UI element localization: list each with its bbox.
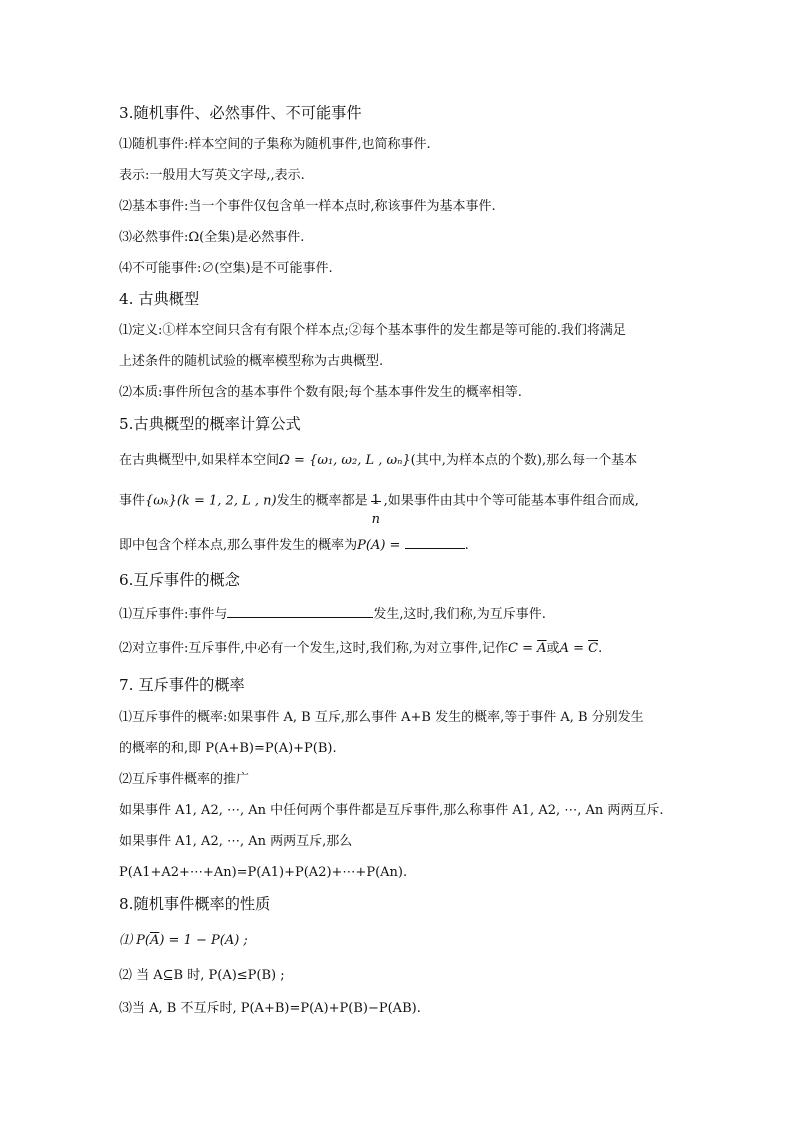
fraction-denominator: n	[371, 512, 380, 527]
fill-in-blank[interactable]	[227, 604, 373, 618]
basic-event-definition: ⑵基本事件:当一个事件仅包含单一样本点时,称该事件为基本事件.	[119, 199, 496, 214]
addition-formula: P(A1+A2+⋯+An)=P(A1)+P(A2)+⋯+P(An).	[119, 865, 408, 880]
section-5-heading: 5.古典概型的概率计算公式	[119, 415, 301, 433]
definition-text: 发生,这时,我们称,为互斥事件.	[373, 607, 546, 622]
general-addition-property: ⑶当 A, B 不互斥时, P(A+B)=P(A)+P(B)−P(AB).	[119, 1001, 421, 1016]
formula-text: 即中包含个样本点,那么事件发生的概率为	[119, 538, 358, 553]
formula-text: (其中,为样本点的个数),那么每一个基本	[410, 453, 638, 468]
complementary-event-definition	[119, 640, 602, 657]
section-6-heading: 6.互斥事件的概念	[119, 571, 240, 589]
generalization-heading: ⑵互斥事件概率的推广	[119, 772, 250, 787]
certain-event-definition: ⑶必然事件:Ω(全集)是必然事件.	[119, 230, 305, 245]
sentence-end: .	[464, 538, 469, 553]
classical-model-definition-line1: ⑴定义:①样本空间只含有有限个样本点;②每个基本事件的发生都是等可能的.我们将满足	[119, 323, 626, 338]
complement-property	[119, 932, 248, 949]
formula-c-lhs: C =	[508, 641, 538, 656]
formula-text: 在古典概型中,如果样本空间	[119, 453, 280, 468]
impossible-event-definition: ⑷不可能事件:∅(空集)是不可能事件.	[119, 261, 333, 276]
section-3-heading: 3.随机事件、必然事件、不可能事件	[119, 104, 362, 122]
pairwise-exclusive-definition: 如果事件 A1, A2, ⋯, An 中任何两个事件都是互斥事件,那么称事件 A1, A2, ⋯, An 两两互斥.	[119, 803, 664, 818]
formula-a-bar: $\overline{A}$	[149, 933, 160, 948]
one-over-n-fraction	[371, 484, 381, 527]
section-8-heading: 8.随机事件概率的性质	[119, 895, 271, 913]
event-notation: 表示:一般用大写英文字母,,表示.	[119, 168, 305, 183]
formula-a-bar: $\overline{A}$	[537, 641, 547, 656]
fraction-numerator: 1	[371, 493, 380, 508]
definition-text: ⑵对立事件:互斥事件,中必有一个发生,这时,我们称,为对立事件,记作	[119, 641, 509, 656]
formula-text: 事件	[119, 493, 146, 509]
formula-a-lhs: A =	[559, 641, 589, 656]
basic-event-symbol: {ωₖ}	[145, 493, 177, 509]
formula-line-1	[119, 452, 637, 469]
formula-text: 发生的概率都是	[276, 493, 368, 509]
index-range: (k = 1, 2, L , n)	[176, 493, 277, 509]
classical-model-essence: ⑵本质:事件所包含的基本事件个数有限;每个基本事件发生的概率相等.	[119, 385, 522, 400]
subset-property: ⑵ 当 A⊆B 时, P(A)≤P(B) ;	[119, 968, 285, 983]
formula-part: ⑴ P(	[119, 933, 150, 948]
sample-space-formula: Ω = {ω₁, ω₂, L , ωₙ}	[279, 453, 411, 468]
pairwise-exclusive-condition: 如果事件 A1, A2, ⋯, An 两两互斥,那么	[119, 834, 353, 849]
or-text: 或	[546, 641, 560, 656]
exclusive-probability-line1: ⑴互斥事件的概率:如果事件 A, B 互斥,那么事件 A+B 发生的概率,等于事件 A, B 分别发生	[119, 710, 644, 725]
mutually-exclusive-definition	[119, 604, 546, 623]
section-4-heading: 4. 古典概型	[119, 290, 200, 308]
classical-model-definition-line2: 上述条件的随机试验的概率模型称为古典概型.	[119, 354, 384, 369]
fraction-bar	[371, 501, 381, 502]
sentence-end: .	[598, 641, 603, 656]
exclusive-probability-line2: 的概率的和,即 P(A+B)=P(A)+P(B).	[119, 741, 337, 756]
probability-expression: P(A) =	[357, 538, 401, 553]
formula-part: ) = 1 − P(A) ;	[159, 933, 248, 948]
section-7-heading: 7. 互斥事件的概率	[119, 676, 245, 694]
formula-line-2	[119, 484, 639, 527]
random-event-definition: ⑴随机事件:样本空间的子集称为随机事件,也简称事件.	[119, 137, 431, 152]
formula-c-bar: $\overline{C}$	[588, 641, 599, 656]
definition-text: ⑴互斥事件:事件与	[119, 607, 228, 622]
fill-in-blank[interactable]	[405, 535, 465, 549]
formula-line-3	[119, 535, 469, 554]
formula-text: ,如果事件由其中个等可能基本事件组合而成,	[383, 493, 639, 509]
